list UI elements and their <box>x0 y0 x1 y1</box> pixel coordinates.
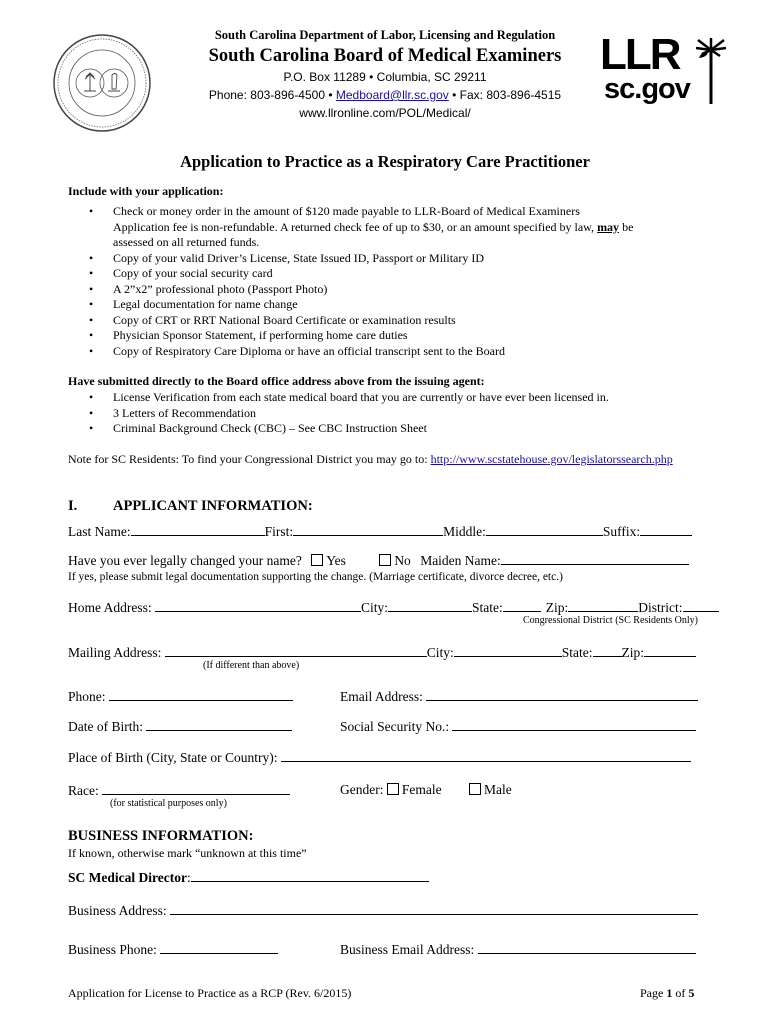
phone-field[interactable] <box>109 688 293 701</box>
board-email-link[interactable]: Medboard@llr.sc.gov <box>335 88 449 102</box>
mailing-zip-field[interactable] <box>644 644 696 657</box>
form-title: Application to Practice as a Respiratory Care Practitioner <box>180 152 590 171</box>
business-phone-row: Business Phone: <box>68 941 278 958</box>
list-item: • Copy of your social security card <box>68 266 633 282</box>
board-address: P.O. Box 11289 • Columbia, SC 29211 <box>283 70 487 84</box>
mailing-state-field[interactable] <box>593 644 622 657</box>
gender-male-checkbox[interactable] <box>469 783 481 795</box>
medical-director-field[interactable] <box>191 869 429 882</box>
mailing-address-note: (If different than above) <box>203 660 300 671</box>
mailing-city-field[interactable] <box>454 644 562 657</box>
last-name-field[interactable] <box>131 523 265 536</box>
logo-scgov-text: sc.gov <box>604 73 690 105</box>
ssn-field[interactable] <box>452 718 696 731</box>
include-list <box>68 204 633 359</box>
submitted-heading: Have submitted directly to the Board office address above from the issuing agent: <box>68 374 485 388</box>
home-address-field[interactable] <box>155 599 361 612</box>
dob-field[interactable] <box>146 718 292 731</box>
name-change-no-checkbox[interactable] <box>379 554 391 566</box>
race-row: Race: <box>68 782 290 799</box>
section-number: I. <box>68 498 78 514</box>
board-name: South Carolina Board of Medical Examiners <box>208 46 562 66</box>
contact-line <box>0 88 770 102</box>
pob-row: Place of Birth (City, State or Country): <box>68 749 691 766</box>
district-field-note: Congressional District (SC Residents Only) <box>523 615 698 626</box>
maiden-name-field[interactable] <box>501 552 689 565</box>
mailing-address-row: Mailing Address: City: State: Zip: <box>68 644 696 661</box>
business-heading: BUSINESS INFORMATION: <box>68 828 254 844</box>
home-address-row: Home Address: City: State: Zip: District: <box>68 599 719 616</box>
footer-text: Application for License to Practice as a RCP (Rev. 6/2015) <box>68 986 352 1000</box>
ssn-row: Social Security No.: <box>340 718 696 735</box>
medical-director-row: SC Medical Director: <box>68 869 429 886</box>
list-item: • A 2”x2” professional photo (Passport Photo) <box>68 282 633 298</box>
first-name-field[interactable] <box>293 523 443 536</box>
business-address-field[interactable] <box>170 902 698 915</box>
home-zip-field[interactable] <box>568 599 638 612</box>
name-change-note: If yes, please submit legal documentation supporting the change. (Marriage certificate, divorce decree, etc.) <box>68 571 563 583</box>
home-city-field[interactable] <box>388 599 472 612</box>
email-field[interactable] <box>426 688 698 701</box>
list-item: • Copy of your valid Driver’s License, State Issued ID, Passport or Military ID <box>68 251 633 267</box>
suffix-field[interactable] <box>640 523 692 536</box>
middle-name-field[interactable] <box>486 523 603 536</box>
business-note: If known, otherwise mark “unknown at this time” <box>68 846 307 860</box>
name-change-yes-checkbox[interactable] <box>311 554 323 566</box>
business-phone-field[interactable] <box>160 941 278 954</box>
include-heading: Include with your application: <box>68 184 224 198</box>
dob-row: Date of Birth: <box>68 718 292 735</box>
mailing-address-field[interactable] <box>165 644 427 657</box>
district-note: Note for SC Residents: To find your Congressional District you may go to: http://www.scstatehouse.gov/legislatorssearch.php <box>68 452 673 466</box>
gender-row: Gender: Female Male <box>340 782 512 797</box>
list-item: • 3 Letters of Recommendation <box>68 406 609 422</box>
pob-field[interactable] <box>281 749 691 762</box>
race-note: (for statistical purposes only) <box>110 798 227 809</box>
submitted-list <box>68 390 609 437</box>
page-number: Page 1 of 5 <box>640 986 695 1000</box>
legislator-search-link[interactable]: http://www.scstatehouse.gov/legislatorssearch.php <box>430 452 673 466</box>
fax-text: • Fax: 803-896-4515 <box>452 88 562 102</box>
list-item: • Legal documentation for name change <box>68 297 633 313</box>
department-name: South Carolina Department of Labor, Licensing and Regulation <box>214 28 556 42</box>
district-field[interactable] <box>683 599 719 612</box>
phone-text: Phone: 803-896-4500 • <box>208 88 333 102</box>
email-row: Email Address: <box>340 688 698 705</box>
gender-female-checkbox[interactable] <box>387 783 399 795</box>
website-text: www.llronline.com/POL/Medical/ <box>299 106 471 120</box>
home-state-field[interactable] <box>503 599 541 612</box>
business-email-row: Business Email Address: <box>340 941 696 958</box>
list-item: • Physician Sponsor Statement, if performing home care duties <box>68 328 633 344</box>
phone-row: Phone: <box>68 688 293 705</box>
list-item: • Copy of Respiratory Care Diploma or have an official transcript sent to the Board <box>68 344 633 360</box>
list-item: • Copy of CRT or RRT National Board Certificate or examination results <box>68 313 633 329</box>
business-email-field[interactable] <box>478 941 696 954</box>
race-field[interactable] <box>102 782 290 795</box>
name-change-row: Have you ever legally changed your name? Yes No Maiden Name: <box>68 552 689 569</box>
logo-llr-text: LLR <box>600 30 680 79</box>
list-item: • Check or money order in the amount of $120 made payable to LLR-Board of Medical Examiners Application fee is non-refundable. A returned check fee of up to $30, or an amount specified by law, may be assessed on all returned funds. <box>68 204 633 251</box>
list-item: • Criminal Background Check (CBC) – See CBC Instruction Sheet <box>68 421 609 437</box>
section-title: APPLICANT INFORMATION: <box>113 498 313 514</box>
name-row: Last Name: First: Middle: Suffix: <box>68 523 692 540</box>
list-item: • License Verification from each state medical board that you are currently or have ever been licensed in. <box>68 390 609 406</box>
business-address-row: Business Address: <box>68 902 698 919</box>
